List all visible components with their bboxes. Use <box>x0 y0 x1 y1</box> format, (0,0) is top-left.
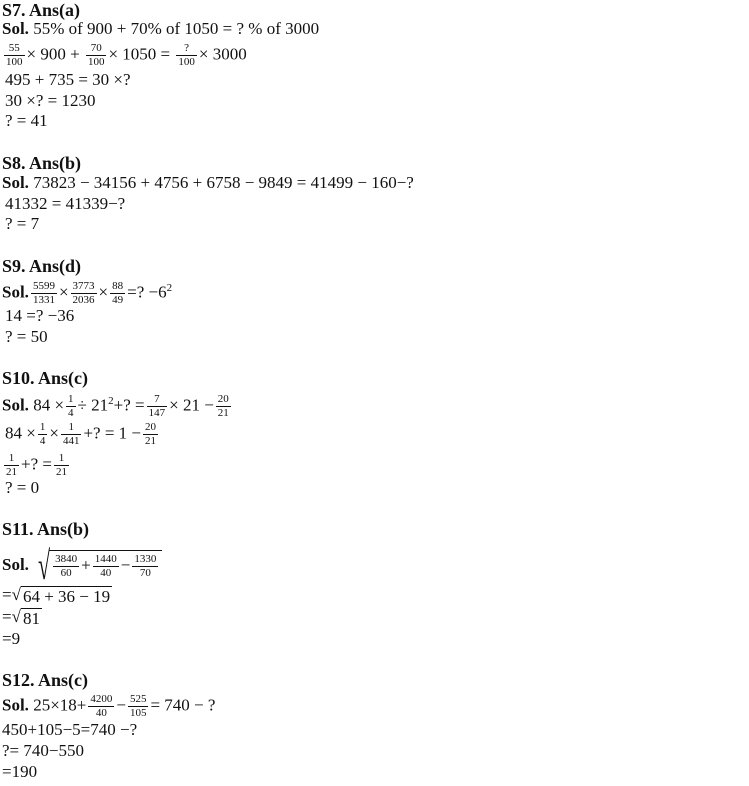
s10-sol-label: Sol. <box>2 395 29 415</box>
numerator: 88 <box>112 280 124 293</box>
s11-op: + <box>81 554 91 574</box>
denominator: 60 <box>60 566 72 579</box>
denominator: 105 <box>129 707 147 719</box>
s7-line-5: ? = 41 <box>5 111 48 130</box>
s7-expr: × 1050 = <box>108 44 171 64</box>
s10-fraction <box>54 452 69 479</box>
s8-heading: S8. Ans(b) <box>2 153 82 173</box>
s8-sol-label: Sol. <box>2 173 29 192</box>
s10-expr: × <box>49 423 59 443</box>
numerator: 3773 <box>72 280 95 293</box>
s10-line-4: ? = 0 <box>5 478 40 497</box>
denominator: 147 <box>148 407 166 420</box>
s12-line-2: 450+105−5=740 −? <box>2 720 138 739</box>
s12-expr: = 740 − ? <box>150 695 216 715</box>
denominator: 100 <box>87 56 105 68</box>
s10-fraction <box>61 421 82 448</box>
radical-sign-icon: √ <box>11 585 21 604</box>
s11-sol-label: Sol. <box>2 554 29 574</box>
s11-op: − <box>120 554 131 574</box>
s9-exponent: 2 <box>166 282 173 294</box>
s10-line-2 <box>5 421 160 448</box>
s7-fraction-3 <box>176 42 197 69</box>
denominator: 49 <box>112 294 124 307</box>
s11-eq: = <box>2 607 12 626</box>
s7-fraction-1 <box>4 42 25 69</box>
s8-line-2: 41332 = 41339−? <box>5 194 126 213</box>
denominator: 21 <box>6 466 17 478</box>
s9-line-3: ? = 50 <box>5 327 48 346</box>
s7-fraction-2 <box>86 42 107 69</box>
s11-line-3 <box>2 607 42 629</box>
s11-radicand-3: 81 <box>22 608 40 628</box>
s10-exponent: 2 <box>108 395 114 407</box>
numerator: 1440 <box>94 552 117 565</box>
denominator: 21 <box>145 435 156 447</box>
numerator: 1 <box>61 421 82 435</box>
s9-line-2: 14 =? −36 <box>5 306 75 325</box>
s7-line-1-text: 55% of 900 + 70% of 1050 = ? % of 3000 <box>33 19 320 38</box>
numerator: 1 <box>39 421 46 433</box>
s10-expr: × 21 − <box>169 395 214 415</box>
s10-expr: +? = 1 − <box>83 423 141 443</box>
numerator: 1 <box>54 452 69 466</box>
s7-line-4: 30 ×? = 1230 <box>5 91 96 110</box>
s10-fraction <box>38 421 48 448</box>
s8-line-1-text: 73823 − 34156 + 4756 + 6758 − 9849 = 41499 − 160−? <box>33 173 414 192</box>
s7-heading: S7. Ans(a) <box>2 0 81 20</box>
denominator: 2036 <box>72 294 95 307</box>
denominator: 21 <box>55 466 67 478</box>
s9-tail: =? −6 <box>127 282 167 302</box>
s11-fraction <box>132 553 158 580</box>
denominator: 21 <box>217 407 229 420</box>
s11-radicand <box>49 550 162 580</box>
denominator: 441 <box>62 435 80 447</box>
s8-line-3: ? = 7 <box>5 214 40 233</box>
s7-sol-line-2 <box>2 42 247 69</box>
numerator: 525 <box>129 693 147 705</box>
s11-heading: S11. Ans(b) <box>2 519 90 539</box>
numerator: 1330 <box>134 552 157 565</box>
s12-fraction <box>128 693 149 720</box>
s10-expr: 84 × <box>33 395 65 415</box>
numerator: 7 <box>147 393 168 407</box>
numerator: 3840 <box>55 552 78 565</box>
denominator: 70 <box>139 566 151 579</box>
s11-eq: = <box>2 585 12 604</box>
numerator: ? <box>176 42 197 56</box>
numerator: 20 <box>217 393 229 406</box>
s11-line-2 <box>2 585 112 607</box>
s11-radicand-2: 64 + 36 − 19 <box>22 586 111 606</box>
s10-fraction <box>4 452 19 479</box>
s10-expr: +? = <box>113 395 145 415</box>
denominator: 4 <box>39 435 46 447</box>
s10-heading: S10. Ans(c) <box>2 368 89 388</box>
numerator: 1 <box>68 393 74 406</box>
denominator: 4 <box>68 407 74 420</box>
denominator: 100 <box>178 56 195 68</box>
s12-heading: S12. Ans(c) <box>2 670 89 690</box>
numerator: 4200 <box>90 693 113 705</box>
numerator: 20 <box>145 421 156 433</box>
s12-sol-line-1 <box>2 693 215 720</box>
s9-sol-line-1: Sol. $\frac{5599}{1331}$ × $\frac{3773}{2036}$ × $\frac{88}{49}$ =? $-6^2$ <box>2 280 173 307</box>
s9-fraction-2 <box>71 280 97 307</box>
s7-sol-label: Sol. <box>2 19 29 38</box>
s12-sol-label: Sol. <box>2 695 29 715</box>
numerator: 70 <box>86 42 107 56</box>
s9-fraction-3 <box>110 280 125 307</box>
s9-heading: S9. Ans(d) <box>2 256 82 276</box>
s7-expr: × 900 + <box>26 44 80 64</box>
s10-fraction <box>143 421 158 448</box>
s7-expr: × 3000 <box>198 44 247 64</box>
s12-expr: − <box>116 695 126 715</box>
s11-square-root <box>33 543 162 588</box>
s10-sol-line-1 <box>2 391 233 420</box>
s10-fraction <box>216 393 231 420</box>
s9-sol-label: Sol. <box>2 282 29 302</box>
s7-line-3: 495 + 735 = 30 ×? <box>5 70 131 89</box>
s7-sol-line-1 <box>2 19 319 39</box>
denominator: 100 <box>6 56 23 68</box>
s12-line-3: ?= 740−550 <box>2 741 84 760</box>
s12-line-4: =190 <box>2 762 38 781</box>
denominator: 40 <box>100 566 112 579</box>
radical-sign-icon: √ <box>11 607 21 626</box>
denominator: 40 <box>95 707 107 719</box>
s11-fraction <box>53 553 79 580</box>
numerator: 55 <box>4 42 25 56</box>
s8-sol-line-1 <box>2 173 414 193</box>
s12-fraction <box>88 693 114 720</box>
numerator: 5599 <box>32 280 55 293</box>
s10-line-3 <box>2 452 71 479</box>
s12-expr: 25×18+ <box>33 695 87 715</box>
s9-fraction-1 <box>31 280 57 307</box>
s10-expr: ÷ 21 <box>77 395 109 415</box>
s10-fraction <box>66 393 76 420</box>
s10-fraction <box>147 393 168 420</box>
s11-line-4: =9 <box>2 629 21 648</box>
s10-expr: 84 × <box>5 423 36 443</box>
s11-sol-line-1 <box>2 543 162 588</box>
numerator: 1 <box>4 452 19 466</box>
s10-expr: +? = <box>21 454 52 474</box>
denominator: 1331 <box>32 294 55 307</box>
s11-fraction <box>93 553 119 580</box>
radical-sign-icon: √ <box>38 543 51 588</box>
